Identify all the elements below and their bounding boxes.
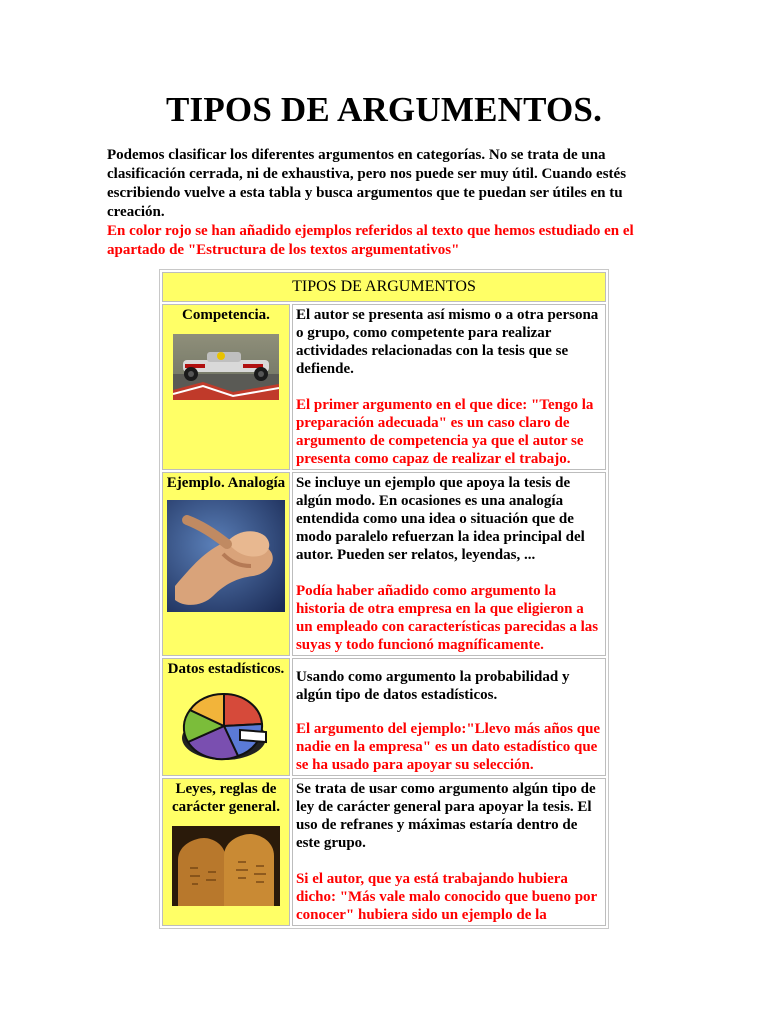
row-description: El autor se presenta así mismo o a otra persona o grupo, como competente para realizar actividades relacionadas con la tesis que se defiende.	[295, 307, 599, 377]
row-content-cell	[292, 658, 606, 776]
hands-image	[167, 500, 285, 612]
race-car-image	[173, 334, 279, 400]
row-content-cell	[292, 304, 606, 470]
row-label-cell	[162, 778, 290, 926]
row-example-red: Si el autor, que ya está trabajando hubiera dicho: "Más vale malo conocido que bueno por conocer" hubiera sido un ejemplo de la	[295, 871, 597, 923]
intro-note-red: En color rojo se han añadido ejemplos referidos al texto que hemos estudiado en el apartado de "Estructura de los textos argumentativos"	[107, 223, 634, 258]
row-description: Usando como argumento la probabilidad y algún tipo de datos estadísticos.	[295, 669, 570, 703]
page-title: TIPOS DE ARGUMENTOS.	[165, 90, 603, 129]
row-label: Datos estadísticos.	[167, 661, 285, 677]
table-row	[162, 658, 606, 776]
row-label: Ejemplo. Analogía	[166, 475, 286, 491]
table-row	[162, 778, 606, 926]
stone-tablets-image	[172, 826, 280, 906]
row-description: Se incluye un ejemplo que apoya la tesis de algún modo. En ocasiones es una analogía entendida como una idea o situación que de modo paralelo refuerzan la idea principal del autor. Pueden ser relatos, leyendas, ...	[295, 475, 585, 563]
table-header: TIPOS DE ARGUMENTOS	[162, 272, 606, 302]
row-description: Se trata de usar como argumento algún tipo de ley de carácter general para apoyar la tesis. El uso de refranes y máximas estaría dentro de este grupo.	[295, 781, 596, 851]
row-example-red: Podía haber añadido como argumento la historia de otra empresa en la que eligieron a un empleado con características parecidas a las suyas y todo funcionó magníficamente.	[295, 583, 599, 653]
row-label: Leyes, reglas de carácter general.	[171, 781, 280, 815]
row-content-cell	[292, 778, 606, 926]
row-label-cell	[162, 658, 290, 776]
row-example-red: El primer argumento en el que dice: "Tengo la preparación adecuada" es un caso claro de argumento de competencia ya que el autor se presenta como capaz de realizar el trabajo.	[295, 397, 594, 467]
table-row	[162, 472, 606, 656]
arguments-table	[159, 269, 609, 929]
row-example-red: El argumento del ejemplo:"Llevo más años que nadie en la empresa" es un dato estadístico que se ha usado para apoyar su selección.	[295, 721, 601, 773]
table-row	[162, 304, 606, 470]
row-content-cell	[292, 472, 606, 656]
intro-paragraph	[107, 146, 652, 260]
row-label: Competencia.	[182, 307, 270, 323]
intro-text: Podemos clasificar los diferentes argumentos en categorías. No se trata de una clasificación cerrada, ni de exhaustiva, pero nos puede ser muy útil. Cuando estés escribiendo vuelve a esta tabla y busca argumentos que te puedan ser útiles en tu creación.	[107, 147, 627, 220]
pie-chart-image	[178, 690, 274, 764]
row-label-cell	[162, 304, 290, 470]
row-label-cell	[162, 472, 290, 656]
